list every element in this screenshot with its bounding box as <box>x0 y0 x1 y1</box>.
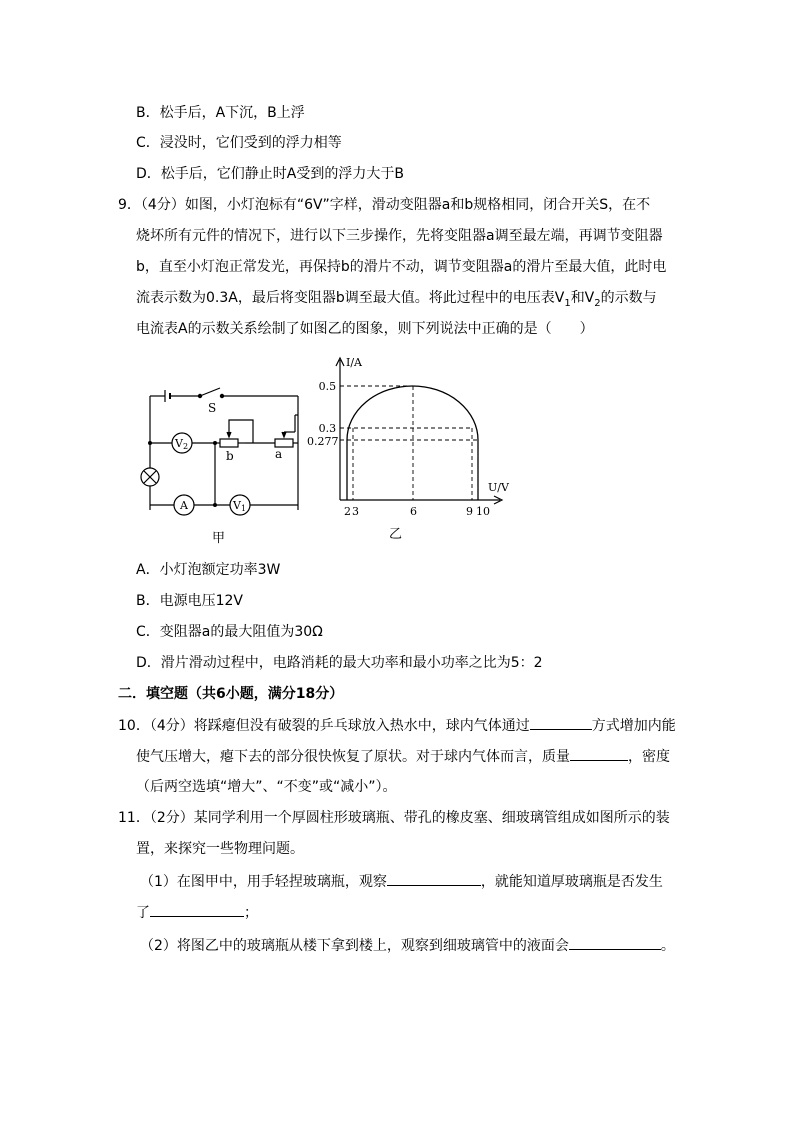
circuit-caption: 甲 <box>212 531 226 546</box>
graph-caption: 乙 <box>389 527 403 542</box>
switch-label: S <box>208 401 217 415</box>
q9-stem-line4-c: 的示数与 <box>600 290 657 306</box>
q11-blank2[interactable] <box>150 902 244 917</box>
circuit-diagram <box>135 380 310 550</box>
q11-blank3[interactable] <box>569 935 661 950</box>
q11-line3-a: （1）在图甲中，用手轻捏玻璃瓶，观察 <box>140 874 387 890</box>
q9-stem-line3: b，直至小灯泡正常发光，再保持b的滑片不动，调节变阻器a的滑片至最大值，此时电 <box>136 259 667 275</box>
y-axis-label: I/A <box>346 356 362 369</box>
q10-blank1[interactable] <box>530 715 592 730</box>
q10-line2-b: ，密度 <box>628 749 670 765</box>
rheostat-b-label: b <box>226 449 234 463</box>
q9-sub2: 2 <box>594 297 601 309</box>
q10-line1 <box>118 715 676 736</box>
q10-line2 <box>136 746 670 767</box>
x-tick-label-1: 3 <box>352 505 359 518</box>
rheostat-a-label: a <box>275 447 283 461</box>
iu-graph <box>300 348 525 548</box>
q10-line1-a: 10．（4分）将踩瘪但没有破裂的乒乓球放入热水中，球内气体通过 <box>118 718 530 734</box>
rheostat-b <box>220 439 238 447</box>
q10-line1-b: 方式增加内能 <box>591 718 676 734</box>
q9-option-b: B．电源电压12V <box>136 593 243 609</box>
q9-option-c: C．变阻器a的最大阻值为30Ω <box>136 624 323 640</box>
x-axis-label: U/V <box>488 481 509 494</box>
q9-sub1: 1 <box>564 297 571 309</box>
y-tick-label-0: 0.5 <box>318 380 337 393</box>
q11-line3 <box>140 871 663 892</box>
q8-option-b: B．松手后，A下沉，B上浮 <box>136 105 305 121</box>
q9-option-d: D．滑片滑动过程中，电路消耗的最大功率和最小功率之比为5：2 <box>136 655 543 671</box>
q11-line5-a: （2）将图乙中的玻璃瓶从楼下拿到楼上，观察到细玻璃管中的液面会 <box>140 938 569 954</box>
x-tick-label-0: 2 <box>344 505 351 518</box>
q11-line3-b: ，就能知道厚玻璃瓶是否发生 <box>480 874 663 890</box>
rheostat-a <box>275 439 293 447</box>
q10-line2-a: 使气压增大，瘪下去的部分很快恢复了原状。对于球内气体而言，质量 <box>136 749 570 765</box>
q11-line1: 11．（2分）某同学利用一个厚圆柱形玻璃瓶、带孔的橡皮塞、细玻璃管组成如图所示的装 <box>118 810 670 826</box>
q11-line4-b: ； <box>244 905 258 921</box>
section2-title: 二．填空题（共6小题，满分18分） <box>118 686 344 702</box>
q11-line5 <box>140 935 675 956</box>
q9-stem-line5: 电流表A的示数关系绘制了如图乙的图象，则下列说法中正确的是（ ） <box>136 321 594 337</box>
y-tick-label-2: 0.277 <box>307 435 339 448</box>
q9-stem-line2: 烧坏所有元件的情况下，进行以下三步操作，先将变阻器a调至最左端，再调节变阻器 <box>136 228 663 244</box>
switch-blade <box>200 388 220 396</box>
q11-line2: 置，来探究一些物理问题。 <box>136 841 304 857</box>
q9-stem-line4-a: 流表示数为0.3A，最后将变阻器b调至最大值。将此过程中的电压表V <box>136 290 565 306</box>
y-tick-label-1: 0.3 <box>318 422 337 435</box>
iu-curve <box>347 386 478 500</box>
q11-blank1[interactable] <box>387 871 481 886</box>
x-tick-label-4: 10 <box>476 505 490 518</box>
q9-stem-line1: 9．（4分）如图，小灯泡标有“6V”字样，滑动变阻器a和b规格相同，闭合开关S，在不 <box>118 197 651 213</box>
q11-line4-a: 了 <box>136 905 150 921</box>
v1-label: V1 <box>233 499 247 513</box>
q10-blank2[interactable] <box>570 746 628 761</box>
q11-line5-b: 。 <box>660 938 675 954</box>
q9-stem-line4-b: 和V <box>570 290 595 306</box>
q11-line4 <box>136 902 258 923</box>
v2-label: V2 <box>175 437 189 451</box>
q10-line3: （后两空选填“增大”、“不变”或“减小”）。 <box>136 779 397 795</box>
x-tick-label-3: 9 <box>466 505 473 518</box>
q8-option-d: D．松手后，它们静止时A受到的浮力大于B <box>136 166 404 182</box>
q9-stem-line4 <box>136 288 657 308</box>
q9-option-a: A．小灯泡额定功率3W <box>136 562 281 578</box>
a-label: A <box>180 499 188 512</box>
x-tick-label-2: 6 <box>410 505 417 518</box>
q8-option-c: C．浸没时，它们受到的浮力相等 <box>136 135 342 151</box>
